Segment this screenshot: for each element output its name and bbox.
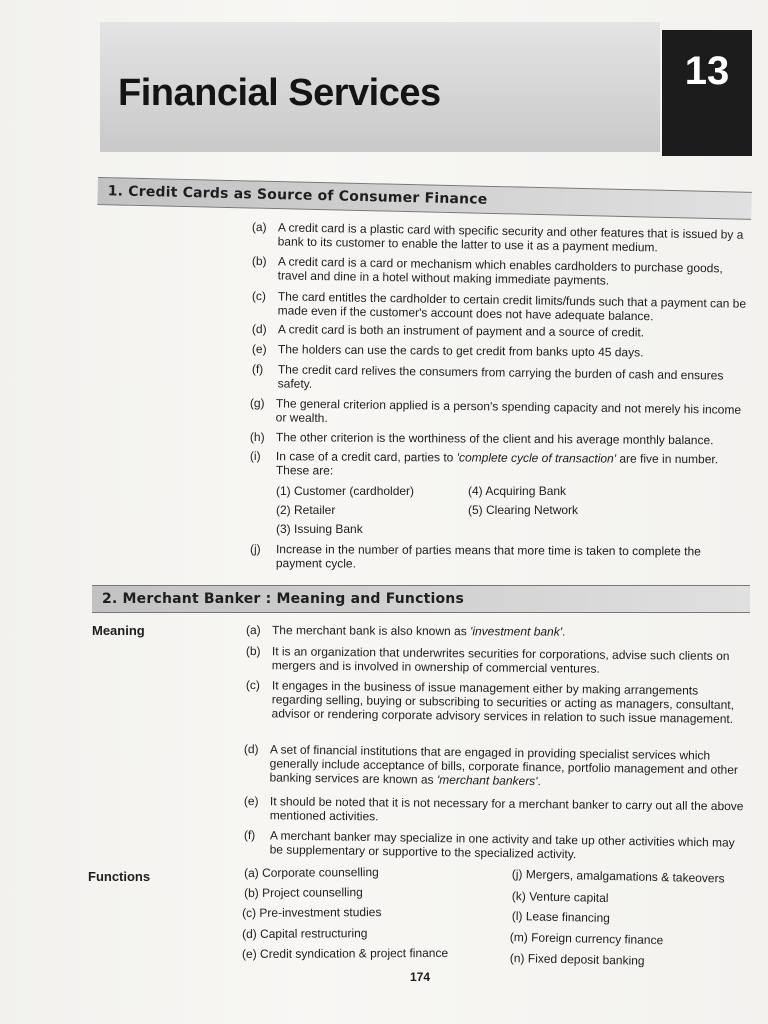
item-marker: (a) <box>245 623 261 638</box>
item-marker: (d) <box>243 742 259 757</box>
item-text: A merchant banker may specialize in one activity and take up other activities which may be supplementary or supportive to the specialized activity. <box>269 828 735 862</box>
function-item: (c) Pre-investment studies <box>242 905 382 920</box>
item-marker: (h) <box>249 430 265 445</box>
function-item: (d) Capital restructuring <box>242 926 368 941</box>
functions-label: Functions <box>88 869 151 884</box>
list-item <box>251 289 748 324</box>
item-text: It should be noted that it is not necessary for a merchant banker to carry out all the above mentioned activities. <box>269 794 744 824</box>
item-marker: (b) <box>251 254 267 269</box>
party-item: (2) Retailer <box>276 503 336 517</box>
item-marker: (a) <box>251 220 267 235</box>
list-item <box>243 828 750 862</box>
chapter-title: Financial Services <box>118 72 441 114</box>
list-item <box>249 430 748 448</box>
item-text: Increase in the number of parties means that more time is taken to complete the payment cycle. <box>275 542 701 571</box>
meaning-label: Meaning <box>92 623 145 638</box>
list-item <box>249 542 748 571</box>
item-text: A credit card is a plastic card with specific security and other features that is issued by a bank to its customer to enable the latter to use it as a payment medium. <box>277 220 744 255</box>
item-text: A credit card is both an instrument of payment and a source of credit. <box>277 322 645 340</box>
item-marker: (i) <box>249 449 261 464</box>
item-text: It engages in the business of issue management either by making arrangements regarding selling, buying or subscribing to securities or acting as managers, consultant, advisor or rendering corporate advisory services in relation to such issue management. <box>271 678 735 726</box>
function-item: (k) Venture capital <box>511 889 609 906</box>
page-number: 174 <box>410 970 431 984</box>
party-item: (4) Acquiring Bank <box>468 484 567 498</box>
function-item: (b) Project counselling <box>244 885 363 900</box>
list-item <box>249 449 748 478</box>
item-marker: (f) <box>243 828 256 843</box>
item-text: A credit card is a card or mechanism which enables cardholders to purchase goods, travel and dine in a hotel without making immediate payments. <box>277 254 723 288</box>
list-item <box>243 794 748 824</box>
item-text: The other criterion is the worthiness of the client and his average monthly balance. <box>275 430 714 448</box>
chapter-number: 13 <box>662 30 752 156</box>
function-item: (e) Credit syndication & project finance <box>242 945 449 961</box>
section-1-heading: 1. Credit Cards as Source of Consumer Finance <box>97 177 751 220</box>
function-item: (j) Mergers, amalgamations & takeovers <box>511 867 725 886</box>
item-text: The merchant bank is also known as 'investment bank'. <box>271 623 566 639</box>
function-item: (m) Foreign currency finance <box>509 930 664 948</box>
item-marker: (e) <box>243 794 259 809</box>
item-marker: (c) <box>251 289 266 304</box>
item-marker: (d) <box>251 322 267 337</box>
item-text: The credit card relives the consumers from carrying the burden of cash and ensures safety. <box>277 362 724 391</box>
list-item <box>251 342 748 360</box>
function-item: (n) Fixed deposit banking <box>509 951 645 968</box>
item-text: The general criterion applied is a person's spending capacity and not merely his income or wealth. <box>275 396 742 426</box>
item-marker: (c) <box>245 678 260 693</box>
party-item: (3) Issuing Bank <box>276 522 363 536</box>
section-2-heading: 2. Merchant Banker : Meaning and Functions <box>92 585 750 613</box>
list-item <box>251 220 748 255</box>
item-text: In case of a credit card, parties to 'complete cycle of transaction' are five in number. These are: <box>275 449 719 478</box>
list-item <box>245 623 746 639</box>
item-text: It is an organization that underwrites securities for corporations, advise such clients on mergers and is involved in ownership of commercial ventures. <box>271 644 730 676</box>
list-item <box>251 362 748 391</box>
item-marker: (f) <box>251 362 264 377</box>
item-marker: (j) <box>249 542 261 557</box>
party-item: (5) Clearing Network <box>468 503 579 517</box>
item-marker: (e) <box>251 342 267 357</box>
list-item <box>249 396 748 426</box>
list-item <box>251 254 748 288</box>
list-item <box>245 678 748 726</box>
item-text: The card entitles the cardholder to certain credit limits/funds such that a payment can be made even if the customer's account does not have adequate balance. <box>277 289 747 324</box>
list-item <box>243 742 748 789</box>
list-item <box>245 644 748 676</box>
item-marker: (g) <box>249 396 265 411</box>
item-marker: (b) <box>245 644 261 659</box>
function-item: (a) Corporate counselling <box>244 865 379 880</box>
item-text: The holders can use the cards to get credit from banks upto 45 days. <box>277 342 644 360</box>
function-item: (l) Lease financing <box>511 909 611 926</box>
item-text: A set of financial institutions that are engaged in providing specialist services which generally include acceptance of bills, corporate finance, portfolio management and other banking services are known as 'merchant bankers'. <box>269 742 739 789</box>
party-item: (1) Customer (cardholder) <box>276 484 415 498</box>
